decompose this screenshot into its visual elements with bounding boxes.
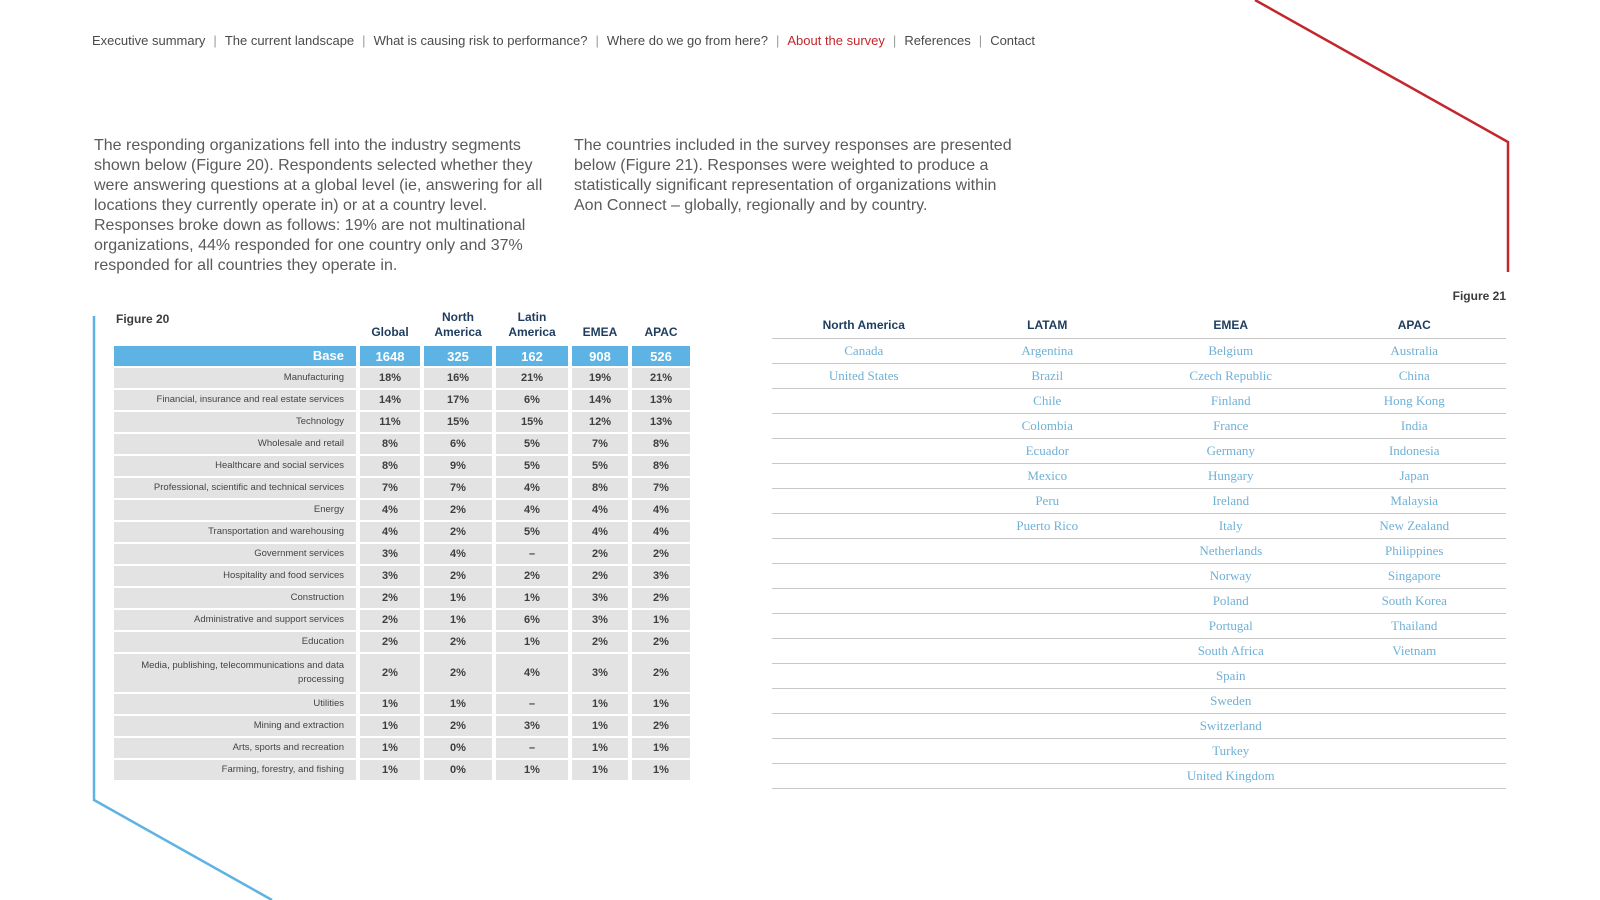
empty-cell (956, 739, 1140, 764)
country-malaysia: Malaysia (1323, 489, 1507, 514)
value-global: 7% (360, 478, 420, 498)
value-north-america: 7% (424, 478, 492, 498)
value-apac: 13% (632, 390, 690, 410)
table-row (114, 500, 690, 520)
value-latin-america: 15% (496, 412, 568, 432)
country-italy: Italy (1139, 514, 1323, 539)
value-north-america: 2% (424, 566, 492, 586)
industry-label: Transportation and warehousing (114, 522, 356, 542)
table-row (114, 760, 690, 780)
base-row (114, 346, 690, 366)
industry-label: Utilities (114, 694, 356, 714)
nav-separator: | (213, 33, 217, 48)
empty-cell (772, 764, 956, 789)
country-france: France (1139, 414, 1323, 439)
table-row (114, 588, 690, 608)
value-global: 4% (360, 522, 420, 542)
country-turkey: Turkey (1139, 739, 1323, 764)
nav-link-contact[interactable]: Contact (990, 33, 1035, 48)
red-frame-line (1255, 0, 1508, 272)
industry-label: Media, publishing, telecommunications and data processing (114, 654, 356, 692)
table-row (114, 412, 690, 432)
value-apac: 4% (632, 522, 690, 542)
country-ecuador: Ecuador (956, 439, 1140, 464)
empty-cell (772, 664, 956, 689)
industry-label: Government services (114, 544, 356, 564)
country-indonesia: Indonesia (1323, 439, 1507, 464)
figure-20-label: Figure 20 (116, 312, 170, 326)
empty-cell (956, 539, 1140, 564)
value-north-america: 17% (424, 390, 492, 410)
country-germany: Germany (1139, 439, 1323, 464)
value-emea: 19% (572, 368, 628, 388)
country-united-kingdom: United Kingdom (1139, 764, 1323, 789)
country-india: India (1323, 414, 1507, 439)
country-singapore: Singapore (1323, 564, 1507, 589)
country-china: China (1323, 364, 1507, 389)
nav-separator: | (892, 33, 897, 48)
country-argentina: Argentina (956, 339, 1140, 364)
table-row (772, 339, 1506, 364)
value-emea: 1% (572, 716, 628, 736)
table-row (772, 689, 1506, 714)
value-apac: 1% (632, 738, 690, 758)
value-north-america: 0% (424, 738, 492, 758)
industry-label: Healthcare and social services (114, 456, 356, 476)
region-header-north-america: North America (822, 318, 905, 332)
base-value-latin-america: 162 (496, 346, 568, 366)
value-latin-america: – (496, 738, 568, 758)
country-hungary: Hungary (1139, 464, 1323, 489)
country-australia: Australia (1323, 339, 1507, 364)
value-latin-america: 4% (496, 654, 568, 692)
industry-label: Administrative and support services (114, 610, 356, 630)
value-latin-america: 4% (496, 500, 568, 520)
industry-label: Arts, sports and recreation (114, 738, 356, 758)
empty-cell (772, 389, 956, 414)
empty-cell (772, 739, 956, 764)
value-global: 2% (360, 610, 420, 630)
value-emea: 3% (572, 588, 628, 608)
value-global: 1% (360, 760, 420, 780)
value-emea: 4% (572, 500, 628, 520)
value-latin-america: 1% (496, 632, 568, 652)
table-row (114, 738, 690, 758)
value-apac: 7% (632, 478, 690, 498)
value-latin-america: 4% (496, 478, 568, 498)
value-north-america: 9% (424, 456, 492, 476)
value-emea: 2% (572, 566, 628, 586)
country-thailand: Thailand (1323, 614, 1507, 639)
value-north-america: 2% (424, 716, 492, 736)
value-emea: 7% (572, 434, 628, 454)
intro-paragraph-industry: The responding organizations fell into the industry segments shown below (Figure 20). Respondents selected whether they were answering questions at a global level (ie, answering for all locations they currently operate in) or at a country level. Responses broke down as follows: 19% are not multinational organizations, 44% responded for one country only and 37% responded for all countries they operate in. (94, 137, 543, 274)
industry-label: Education (114, 632, 356, 652)
value-emea: 1% (572, 694, 628, 714)
nav-link-about-the-survey[interactable]: About the survey (787, 33, 885, 48)
value-north-america: 2% (424, 522, 492, 542)
empty-cell (772, 514, 956, 539)
country-peru: Peru (956, 489, 1140, 514)
country-vietnam: Vietnam (1323, 639, 1507, 664)
table-row (114, 566, 690, 586)
value-latin-america: – (496, 694, 568, 714)
nav-separator: | (595, 33, 599, 48)
value-global: 2% (360, 654, 420, 692)
industry-label: Farming, forestry, and fishing (114, 760, 356, 780)
value-apac: 8% (632, 434, 690, 454)
value-apac: 2% (632, 654, 690, 692)
base-value-emea: 908 (572, 346, 628, 366)
table-row (772, 364, 1506, 389)
empty-cell (1323, 664, 1507, 689)
figure-21-countries-table (772, 318, 1506, 789)
industry-label: Construction (114, 588, 356, 608)
empty-cell (956, 614, 1140, 639)
table-row (772, 514, 1506, 539)
country-belgium: Belgium (1139, 339, 1323, 364)
value-emea: 1% (572, 760, 628, 780)
value-emea: 2% (572, 632, 628, 652)
value-north-america: 1% (424, 588, 492, 608)
value-apac: 8% (632, 456, 690, 476)
empty-cell (1323, 689, 1507, 714)
value-latin-america: 5% (496, 522, 568, 542)
empty-cell (956, 564, 1140, 589)
table-row (114, 434, 690, 454)
value-global: 11% (360, 412, 420, 432)
figure-21-header-row (772, 318, 1506, 339)
nav-link-executive-summary[interactable]: Executive summary (92, 33, 206, 48)
value-latin-america: 5% (496, 456, 568, 476)
nav-link-where-do-we-go-from-here[interactable]: Where do we go from here? (606, 33, 768, 48)
country-netherlands: Netherlands (1139, 539, 1323, 564)
value-latin-america: 21% (496, 368, 568, 388)
value-apac: 13% (632, 412, 690, 432)
value-north-america: 1% (424, 610, 492, 630)
empty-cell (1323, 714, 1507, 739)
value-north-america: 16% (424, 368, 492, 388)
empty-cell (772, 539, 956, 564)
table-row (114, 478, 690, 498)
value-latin-america: – (496, 544, 568, 564)
base-value-global: 1648 (360, 346, 420, 366)
table-row (772, 764, 1506, 789)
value-emea: 3% (572, 654, 628, 692)
industry-label: Mining and extraction (114, 716, 356, 736)
table-row (114, 694, 690, 714)
country-south-korea: South Korea (1323, 589, 1507, 614)
table-row (772, 589, 1506, 614)
table-row (772, 414, 1506, 439)
figure-20-industry-table (110, 308, 694, 782)
intro-paragraph-countries: The countries included in the survey responses are presented below (Figure 21). Responses were weighted to produce a statistically significant representation of organizations within Aon Connect – globally, regionally and by country. (574, 137, 1012, 214)
table-row (772, 539, 1506, 564)
value-emea: 2% (572, 544, 628, 564)
empty-cell (1323, 739, 1507, 764)
value-latin-america: 5% (496, 434, 568, 454)
empty-cell (772, 564, 956, 589)
value-global: 1% (360, 738, 420, 758)
table-row (114, 654, 690, 692)
figure-20-header-row (114, 310, 690, 344)
industry-label: Wholesale and retail (114, 434, 356, 454)
value-emea: 5% (572, 456, 628, 476)
value-apac: 1% (632, 610, 690, 630)
nav-separator: | (362, 33, 366, 48)
table-row (114, 522, 690, 542)
table-row (772, 614, 1506, 639)
country-switzerland: Switzerland (1139, 714, 1323, 739)
value-apac: 1% (632, 694, 690, 714)
empty-cell (772, 589, 956, 614)
nav-separator: | (978, 33, 983, 48)
value-emea: 4% (572, 522, 628, 542)
empty-cell (772, 464, 956, 489)
empty-cell (1323, 764, 1507, 789)
value-north-america: 15% (424, 412, 492, 432)
table-row (772, 714, 1506, 739)
country-colombia: Colombia (956, 414, 1140, 439)
value-apac: 4% (632, 500, 690, 520)
country-finland: Finland (1139, 389, 1323, 414)
value-north-america: 0% (424, 760, 492, 780)
country-hong-kong: Hong Kong (1323, 389, 1507, 414)
value-emea: 14% (572, 390, 628, 410)
table-row (114, 368, 690, 388)
table-row (772, 639, 1506, 664)
value-apac: 1% (632, 760, 690, 780)
table-row (114, 456, 690, 476)
country-spain: Spain (1139, 664, 1323, 689)
figure-21-label: Figure 21 (1452, 289, 1506, 303)
empty-cell (956, 689, 1140, 714)
figure-20-header-blank (114, 310, 356, 344)
region-header-apac: APAC (1397, 318, 1431, 332)
country-south-africa: South Africa (1139, 639, 1323, 664)
industry-label: Professional, scientific and technical services (114, 478, 356, 498)
table-row (114, 716, 690, 736)
value-latin-america: 6% (496, 390, 568, 410)
value-apac: 2% (632, 544, 690, 564)
value-global: 1% (360, 716, 420, 736)
value-global: 2% (360, 632, 420, 652)
country-united-states: United States (772, 364, 956, 389)
country-mexico: Mexico (956, 464, 1140, 489)
table-row (772, 489, 1506, 514)
value-global: 8% (360, 456, 420, 476)
value-apac: 21% (632, 368, 690, 388)
column-header-emea: EMEA (582, 325, 618, 339)
country-sweden: Sweden (1139, 689, 1323, 714)
value-global: 14% (360, 390, 420, 410)
industry-label: Energy (114, 500, 356, 520)
empty-cell (772, 639, 956, 664)
value-apac: 2% (632, 632, 690, 652)
value-latin-america: 1% (496, 760, 568, 780)
value-global: 2% (360, 588, 420, 608)
nav-link-references[interactable]: References (904, 33, 971, 48)
country-chile: Chile (956, 389, 1140, 414)
value-apac: 2% (632, 588, 690, 608)
value-latin-america: 1% (496, 588, 568, 608)
empty-cell (772, 489, 956, 514)
value-north-america: 2% (424, 654, 492, 692)
country-brazil: Brazil (956, 364, 1140, 389)
value-global: 1% (360, 694, 420, 714)
table-row (114, 390, 690, 410)
empty-cell (772, 414, 956, 439)
country-czech-republic: Czech Republic (1139, 364, 1323, 389)
empty-cell (956, 764, 1140, 789)
empty-cell (956, 589, 1140, 614)
empty-cell (772, 689, 956, 714)
country-puerto-rico: Puerto Rico (956, 514, 1140, 539)
top-navigation (92, 33, 1035, 48)
table-row (772, 664, 1506, 689)
value-global: 4% (360, 500, 420, 520)
country-japan: Japan (1323, 464, 1507, 489)
country-canada: Canada (772, 339, 956, 364)
nav-link-what-is-causing-risk-to-performance[interactable]: What is causing risk to performance? (373, 33, 588, 48)
column-header-latin-america: Latin America (508, 310, 556, 339)
column-header-global: Global (371, 325, 409, 339)
value-global: 18% (360, 368, 420, 388)
country-new-zealand: New Zealand (1323, 514, 1507, 539)
value-latin-america: 2% (496, 566, 568, 586)
country-norway: Norway (1139, 564, 1323, 589)
base-value-apac: 526 (632, 346, 690, 366)
empty-cell (772, 439, 956, 464)
value-emea: 8% (572, 478, 628, 498)
table-row (772, 464, 1506, 489)
value-apac: 3% (632, 566, 690, 586)
value-latin-america: 6% (496, 610, 568, 630)
region-header-emea: EMEA (1213, 318, 1249, 332)
value-global: 3% (360, 566, 420, 586)
base-value-north-america: 325 (424, 346, 492, 366)
value-north-america: 6% (424, 434, 492, 454)
industry-label: Manufacturing (114, 368, 356, 388)
table-row (772, 564, 1506, 589)
value-emea: 12% (572, 412, 628, 432)
nav-link-the-current-landscape[interactable]: The current landscape (224, 33, 355, 48)
value-emea: 3% (572, 610, 628, 630)
table-row (114, 610, 690, 630)
empty-cell (956, 639, 1140, 664)
column-header-apac: APAC (644, 325, 678, 339)
empty-cell (956, 714, 1140, 739)
country-philippines: Philippines (1323, 539, 1507, 564)
table-row (772, 389, 1506, 414)
empty-cell (956, 664, 1140, 689)
table-row (772, 739, 1506, 764)
empty-cell (772, 614, 956, 639)
value-north-america: 2% (424, 500, 492, 520)
table-row (114, 544, 690, 564)
table-row (114, 632, 690, 652)
value-north-america: 4% (424, 544, 492, 564)
table-row (772, 439, 1506, 464)
country-poland: Poland (1139, 589, 1323, 614)
country-ireland: Ireland (1139, 489, 1323, 514)
value-apac: 2% (632, 716, 690, 736)
industry-label: Technology (114, 412, 356, 432)
industry-label: Hospitality and food services (114, 566, 356, 586)
column-header-north-america: North America (434, 310, 482, 339)
base-label: Base (114, 346, 356, 366)
empty-cell (772, 714, 956, 739)
value-emea: 1% (572, 738, 628, 758)
value-global: 3% (360, 544, 420, 564)
country-portugal: Portugal (1139, 614, 1323, 639)
industry-label: Financial, insurance and real estate services (114, 390, 356, 410)
value-north-america: 1% (424, 694, 492, 714)
value-latin-america: 3% (496, 716, 568, 736)
value-north-america: 2% (424, 632, 492, 652)
region-header-latam: LATAM (1027, 318, 1068, 332)
value-global: 8% (360, 434, 420, 454)
nav-separator: | (775, 33, 780, 48)
